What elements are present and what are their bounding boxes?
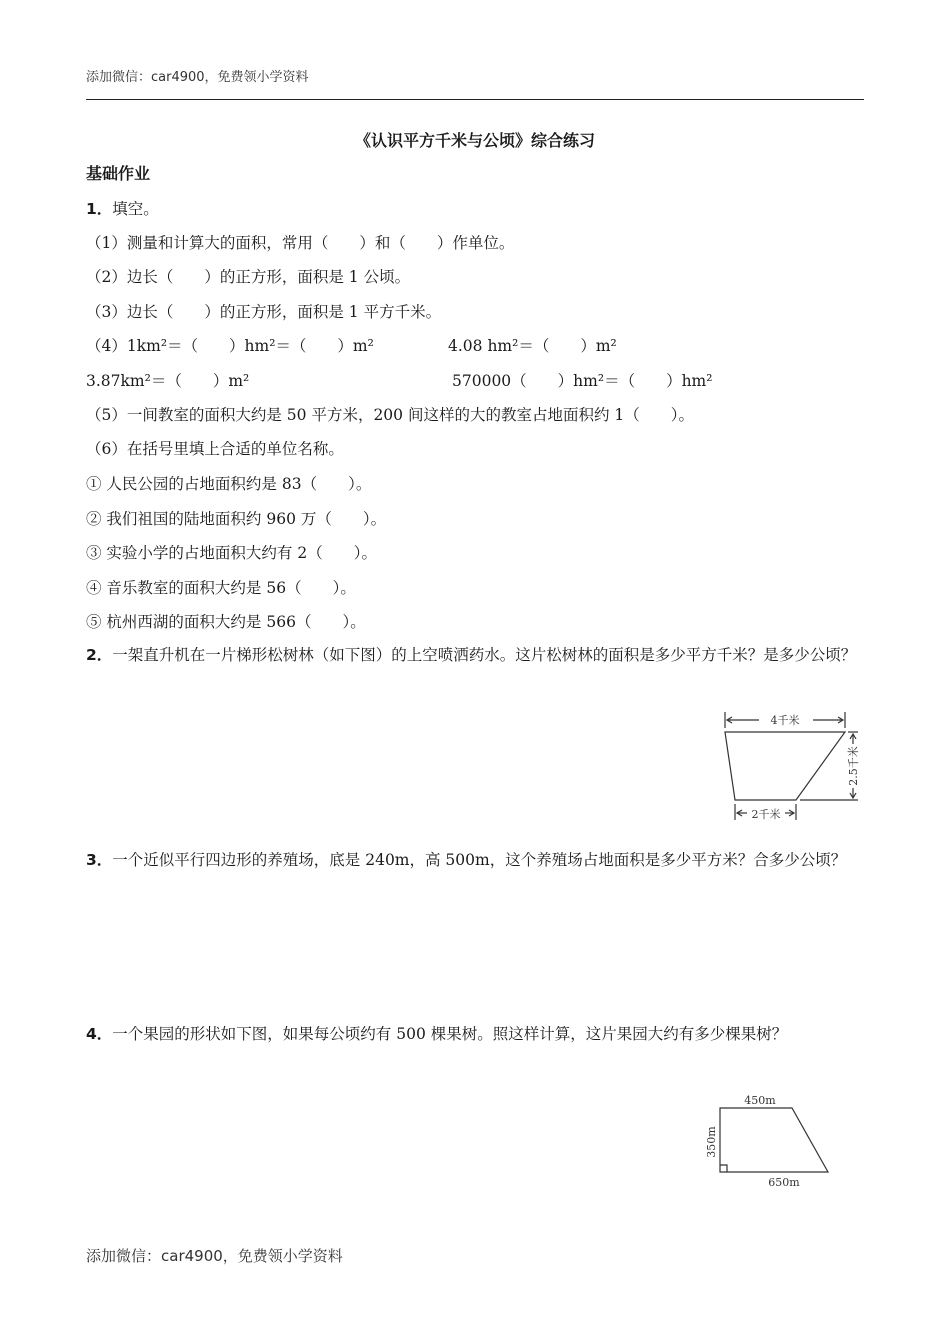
q1-item-2: ② 我们祖国的陆地面积约 960 万（ ）。 bbox=[86, 510, 387, 528]
q1-conversion-c: 3.87km²＝（ ）m² bbox=[86, 372, 250, 390]
question-4 bbox=[86, 1017, 866, 1051]
question-1 bbox=[86, 197, 159, 219]
orchard-height-label: 350m bbox=[705, 1126, 718, 1158]
q1-line-5: （5）一间教室的面积大约是 50 平方米，200 间这样的大的教室占地面积约 1（ ）。 bbox=[86, 406, 694, 424]
orchard-top-label: 450m bbox=[744, 1094, 776, 1107]
question-1-text: 填空。 bbox=[112, 200, 159, 218]
question-3 bbox=[86, 843, 866, 877]
question-4-number: 4． bbox=[86, 1025, 113, 1043]
question-2-number: 2． bbox=[86, 646, 113, 664]
trapezoid-shape bbox=[725, 732, 845, 800]
question-1-number: 1． bbox=[86, 200, 113, 218]
q1-conversion-a: （4）1km²＝（ ）hm²＝（ ）m² bbox=[86, 337, 374, 355]
orchard-shape bbox=[720, 1108, 828, 1172]
footer-watermark: 添加微信：car4900，免费领小学资料 bbox=[86, 1247, 343, 1265]
q1-item-1: ① 人民公园的占地面积约是 83（ ）。 bbox=[86, 475, 372, 493]
page-title: 《认识平方千米与公顷》综合练习 bbox=[354, 131, 595, 150]
q1-item-3: ③ 实验小学的占地面积大约有 2（ ）。 bbox=[86, 544, 377, 562]
figure-height-label: 2.5千米 bbox=[847, 746, 860, 786]
q1-conversion-b: 4.08 hm²＝（ ）m² bbox=[448, 337, 617, 355]
orchard-bottom-label: 650m bbox=[768, 1176, 800, 1189]
question-2 bbox=[86, 638, 866, 672]
figure-bottom-label: 2千米 bbox=[751, 808, 781, 821]
question-3-number: 3． bbox=[86, 851, 113, 869]
question-2-text: 一架直升机在一片梯形松树林（如下图）的上空喷洒药水。这片松树林的面积是多少平方千米？是多少公顷？ bbox=[112, 646, 857, 664]
q1-item-4: ④ 音乐教室的面积大约是 56（ ）。 bbox=[86, 579, 356, 597]
question-3-text: 一个近似平行四边形的养殖场，底是 240m，高 500m，这个养殖场占地面积是多少平方米？合多少公顷？ bbox=[112, 851, 847, 869]
q1-line-2: （2）边长（ ）的正方形，面积是 1 公顷。 bbox=[86, 268, 411, 286]
q1-conversion-d: 570000（ ）hm²＝（ ）hm² bbox=[452, 372, 713, 390]
header-divider bbox=[86, 99, 864, 100]
figure-top-label: 4千米 bbox=[770, 714, 800, 727]
q1-line-6: （6）在括号里填上合适的单位名称。 bbox=[86, 440, 344, 458]
orchard-figure bbox=[702, 1090, 862, 1190]
q1-line-1: （1）测量和计算大的面积，常用（ ）和（ ）作单位。 bbox=[86, 234, 515, 252]
q1-line-3: （3）边长（ ）的正方形，面积是 1 平方千米。 bbox=[86, 303, 442, 321]
section-heading: 基础作业 bbox=[86, 164, 151, 183]
header-watermark: 添加微信：car4900，免费领小学资料 bbox=[86, 70, 309, 85]
question-4-text: 一个果园的形状如下图，如果每公顷约有 500 棵果树。照这样计算，这片果园大约有多少棵果树？ bbox=[112, 1025, 788, 1043]
trapezoid-figure bbox=[715, 708, 865, 826]
q1-item-5: ⑤ 杭州西湖的面积大约是 566（ ）。 bbox=[86, 613, 366, 631]
